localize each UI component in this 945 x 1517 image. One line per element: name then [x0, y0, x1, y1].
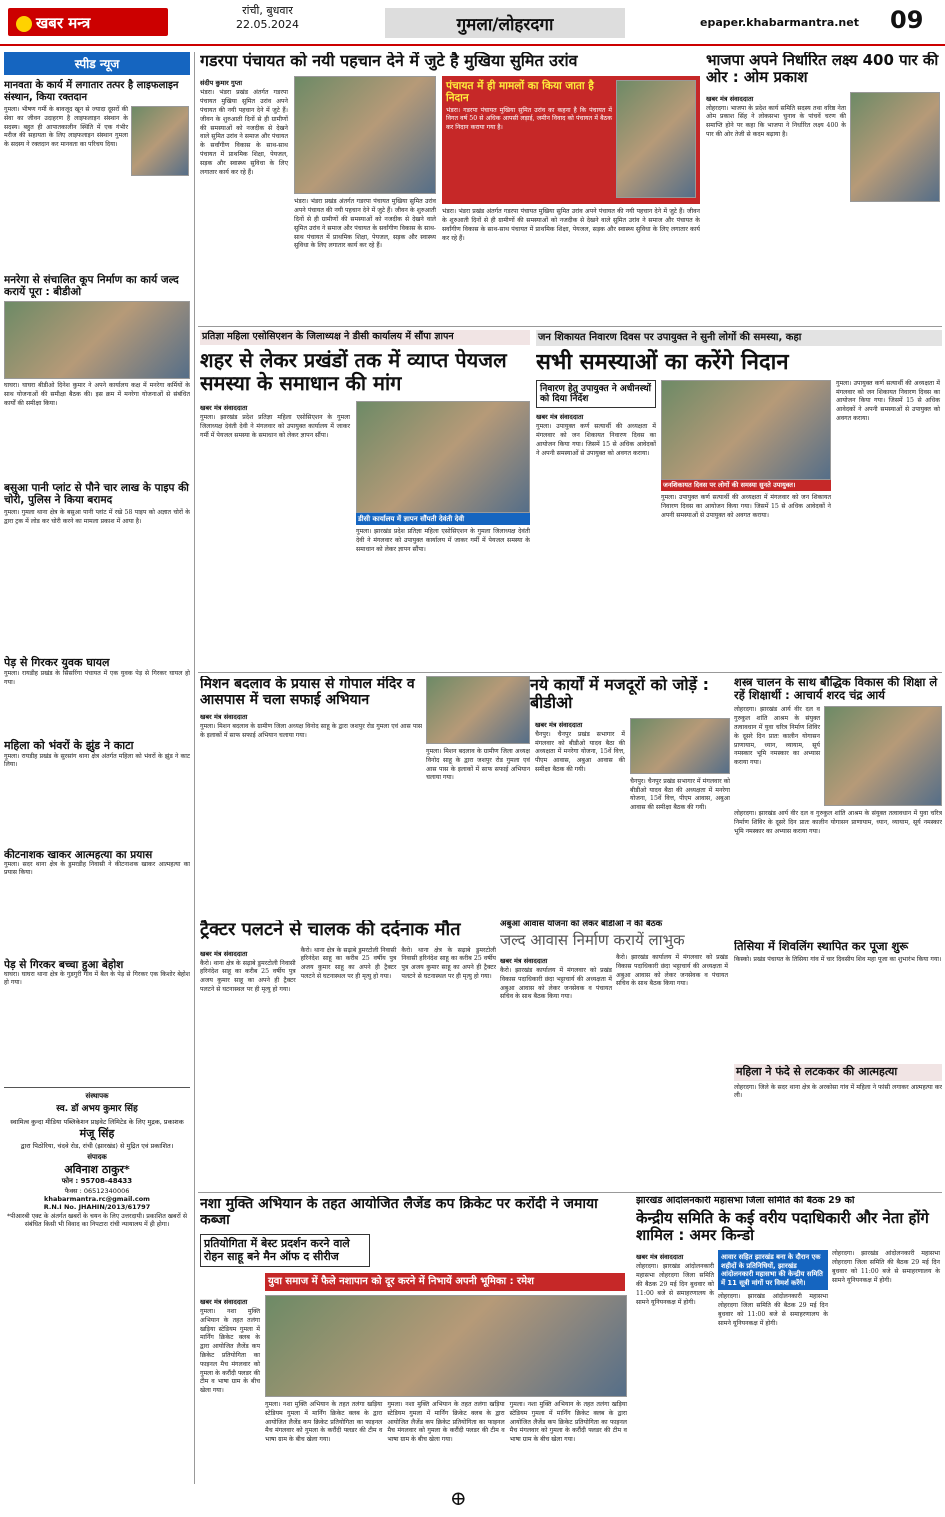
- left-item: [4, 657, 190, 740]
- red-box-title: पंचायत में ही मामलों का किया जाता है निदान: [446, 80, 594, 105]
- cricket-body-cont3: गुमला। नशा मुक्ति अभियान के तहत तलंगा खड़िया स्टेडियम गुमला में मार्निंग क्रिकेट क्लब के द्वारा आयोजित लैजेंड कप क्रिकेट प्रतियोगिता का फाइनल मैच मंगलवार को गुमला के करौंदी फ्लडर की टीम व भाषा ग्राम के बीच खेला गया।: [509, 1400, 627, 1444]
- memorandum-photo: [356, 401, 530, 513]
- bdo-body-cont: चैनपुर। चैनपुर प्रखंड सभागार में मंगलवार को बीडीओ यादव बैठा की अध्यक्षता में मनरेगा योजना, 15वें वित्त, पीएम आवास, अबुआ आवास की समीक्षा बैठक की गयी।: [630, 777, 730, 812]
- imprint-founder: स्व. डॉ अभय कुमार सिंह: [56, 1103, 138, 1114]
- water-caption: डीसी कार्यालय में ज्ञापन सौंपती देवंती देवी: [356, 513, 530, 525]
- top-story-byline: संदीप कुमार गुप्ता: [200, 79, 243, 88]
- bdo-meeting-photo: [4, 301, 190, 379]
- imprint-publisher: मंजू सिंह: [79, 1126, 115, 1140]
- andolan-byline: खबर मंत्र संवाददाता: [636, 1253, 684, 1262]
- imprint-editor-label: संपादक: [87, 1152, 107, 1161]
- left-item-headline: मनरेगा से संचालित कूप निर्माण का कार्य जल्द करायें पूरा : बीडीओ: [4, 274, 179, 299]
- imprint-owner: स्वामित्व कुन्दा मीडिया पब्लिकेशन प्राइवेट लिमिटेड के लिए मुद्रक, प्रकाशक: [10, 1117, 184, 1126]
- logo-text: खबर मन्त्र: [36, 14, 91, 32]
- water-story: [200, 330, 530, 670]
- donor-photo: [131, 106, 189, 176]
- tisiya-story: [734, 940, 942, 1060]
- grievance-body: गुमला। उपायुक्त कर्ण सत्यार्थी की अध्यक्षता में मंगलवार को जन शिकायत निवारण दिवस का आयोजन किया गया। जिसमें 15 से अधिक आवेदकों ने अपनी समस्याओं से उपायुक्त को अवगत कराया।: [536, 423, 656, 457]
- cricket-team-photo: [265, 1295, 627, 1397]
- water-body: गुमला। झारखंड प्रदेश प्रतिज्ञा महिला एसोसिएशन के गुमला जिलाध्यक्ष देवंती देवी ने मंगलवार को उपायुक्त कार्यालय में जाकर गर्मी में पेयजल समस्या के समाधान को लेकर ज्ञापन सौंपा।: [200, 413, 350, 439]
- cleanliness-story: [200, 676, 422, 916]
- left-item-body: गुमला। सदर थाना क्षेत्र के डुमरडीह निवासी ने कीटनाशक खाकर आत्महत्या का प्रयास किया।: [4, 860, 190, 877]
- grievance-story: [536, 330, 942, 670]
- andolan-box: आवार सहित झारखंड बना के दौरान एक शहीदों के प्रतिनिधियों, झारखंड आंदोलनकारी महासभा की केन्द्रीय समिति में 11 सूत्री मांगों पर विमर्श करेंगे।: [718, 1250, 828, 1290]
- cleanliness-body-cont: गुमला। मिशन बदलाव के ग्रामीण जिला अध्यक्ष विनोद साहू के द्वारा जशपुर रोड गुमला एवं आस पास के इलाकों में साफ सफाई अभियान चलाया गया।: [426, 748, 530, 782]
- imprint-box: [4, 1087, 190, 1229]
- top-story-headline: गडरपा पंचायत को नयी पहचान देने में जुटे है मुखिया सुमित उरांव: [200, 52, 578, 70]
- cricket-sub: प्रतियोगिता में बेस्ट प्रदर्शन करने वाले रोहन साहू बने मैन ऑफ द सीरीज: [200, 1234, 370, 1267]
- tractor-body-cont: कैरो। थाना क्षेत्र के सढ़ाबे डुमरटोली निवासी हरिनंदेश साहू का करीब 25 वर्षीय पुत्र अजय कुमार साहू का अपने ही ट्रैक्टर पलटने से घटनास्थल पर ही मृत्यु हो गया।: [300, 946, 397, 981]
- left-item-body: घाघरा। घाघरा बीडीओ दिनेश कुमार ने अपने कार्यालय कक्ष में मनरेगा कर्मियों के साथ योजनाओं की समीक्षा बैठक की। इस क्रम में मनरेगा योजनाओं से संबंधित कार्यों की समीक्षा किया।: [4, 382, 190, 407]
- camp-photo: [824, 706, 942, 806]
- logo-icon: [16, 16, 32, 32]
- left-item-headline: बसुआ पानी प्लांट से पौने चार लाख के पाइप की चोरी, पुलिस ने किया बरामद: [4, 482, 189, 507]
- imprint-editor: अविनाश ठाकुर*: [64, 1162, 130, 1176]
- grievance-headline: सभी समस्याओं का करेंगे निदान: [536, 349, 789, 375]
- imprint-rni: R.N.I No. JHAHIN/2013/61797: [43, 1202, 151, 1211]
- page-number: 09: [890, 6, 924, 34]
- tractor-body: कैरो। थाना क्षेत्र के सढ़ाबे डुमरटोली निवासी हरिनंदेश साहू का करीब 25 वर्षीय पुत्र अजय कुमार साहू का अपने ही ट्रैक्टर पलटने से घटनास्थल पर ही मृत्यु हो गया।: [200, 959, 296, 994]
- bdo-body: चैनपुर। चैनपुर प्रखंड सभागार में मंगलवार को बीडीओ यादव बैठा की अध्यक्षता में मनरेगा योजना, 15वें वित्त, पीएम आवास, अबुआ आवास की समीक्षा बैठक की गयी।: [535, 730, 625, 773]
- acharya-body: लोहरदगा। झारखंड आर्य वीर दल व गुरुकुल शांति आश्रम के संयुक्त तत्वावधान में युवा चरित्र निर्माण शिविर के दूसरे दिन प्रातः कालीन योगासन प्राणायाम, ध्यान, व्यायाम, सूर्य नमस्कार भूमि नमस्कार का अभ्यास कराया गया।: [734, 706, 820, 767]
- imprint-phone: फोन : 95708-48433: [61, 1176, 133, 1185]
- left-item-headline: कीटनाशक खाकर आत्महत्या का प्रयास: [4, 848, 153, 861]
- left-column: [4, 52, 190, 1488]
- left-item: [4, 740, 190, 849]
- mukhiya-group-photo: [294, 76, 436, 194]
- red-box-body: भंडरा। गडरपा पंचायत मुखिया सुमित उरांव का कहना है कि पंचायत में विगत वर्ष 50 से अधिक आपसी लड़ाई, जमीन विवाद को पंचायत में बैठक कर निदान कराया गया है।: [446, 106, 612, 132]
- bjp-headline: भाजपा अपने निर्धारित लक्ष्य 400 पार की ओर : ओम प्रकाश: [706, 52, 939, 87]
- water-byline: खबर मंत्र संवाददाता: [200, 403, 248, 412]
- awas-kicker: अबुआ आवास योजना को लेकर बीडीओ ने की बैठक: [500, 920, 663, 929]
- acharya-headline: शस्त्र चालन के साथ बौद्धिक विकास की शिक्षा ले रहें शिक्षार्थी : आचार्य शरद चंद्र आर्य: [734, 676, 938, 703]
- awas-byline: खबर मंत्र संवाददाता: [500, 957, 548, 966]
- water-body-cont: गुमला। झारखंड प्रदेश प्रतिज्ञा महिला एसोसिएशन के गुमला जिलाध्यक्ष देवंती देवी ने मंगलवार को उपायुक्त कार्यालय में जाकर गर्मी में पेयजल समस्या के समाधान को लेकर ज्ञापन सौंपा।: [356, 527, 530, 553]
- andolan-body-cont: लोहरदगा। झारखंड आंदोलनकारी महासभा लोहरदगा जिला समिति की बैठक 29 मई दिन बुधवार को 11:00 बजे से समाहरणालय के सामने यूनियनकक्ष में होगी।: [718, 1293, 828, 1327]
- left-item-body: गुमला। रायडीह प्रखंड के सुरसांग थाना क्षेत्र अंतर्गत महिला को भंवरों के झुंड ने काट लिया।: [4, 752, 190, 769]
- grievance-kicker: जन शिकायत निवारण दिवस पर उपायुक्त ने सुनी लोगों की समस्या, कहा: [536, 330, 942, 346]
- left-item: [4, 849, 190, 959]
- horizontal-divider: [198, 672, 942, 673]
- left-item: [4, 80, 190, 226]
- imprint-email[interactable]: khabarmantra.rc@gmail.com: [44, 1194, 150, 1203]
- horizontal-divider: [198, 326, 942, 327]
- bjp-byline: खबर मंत्र संवाददाता: [706, 94, 754, 103]
- woman-story: [734, 1064, 942, 1188]
- top-story-body-cont2: भंडरा। भंडरा प्रखंड अंतर्गत गडरपा पंचायत मुखिया सुमित उरांव अपने पंचायत की नयी पहचान देने में जुटे हैं। जीवन के शुरुआती दिनों से ही ग्रामीणों की समस्याओं को नजदीक से देखने वाले सुमित उरांव ने समाज और पंचायत के सर्वांगीण विकास के साथ-साथ पंचायत में प्राथमिक शिक्षा, पेयजल, सड़क और स्वास्थ्य सुविधा के लिए लगातार कार्य कर रहे हैं।: [442, 208, 700, 242]
- tractor-photo-block: [430, 934, 500, 1188]
- grievance-body-cont: गुमला। उपायुक्त कर्ण सत्यार्थी की अध्यक्षता में मंगलवार को जन शिकायत निवारण दिवस का आयोजन किया गया। जिसमें 15 से अधिक आवेदकों ने अपनी समस्याओं से उपायुक्त को अवगत कराया।: [661, 494, 831, 519]
- bjp-story: [706, 52, 942, 322]
- andolan-body-cont2: लोहरदगा। झारखंड आंदोलनकारी महासभा लोहरदगा जिला समिति की बैठक 29 मई दिन बुधवार को 11:00 बजे से समाहरणालय के सामने यूनियनकक्ष में होगी।: [832, 1250, 940, 1284]
- acharya-story: [734, 676, 942, 936]
- brand-logo: [8, 8, 168, 36]
- cricket-story: [200, 1196, 630, 1486]
- grievance-photo: [661, 380, 831, 480]
- bdo-story: [430, 676, 730, 916]
- left-item-headline: पेड़ से गिरकर बच्चा हुआ बेहोश: [4, 958, 124, 971]
- imprint-print-place: द्वारा पिठोरिया, चंदवे रोड, रांची (झारखंड) से मुद्रित एवं प्रकाशित।: [20, 1141, 174, 1150]
- bjp-body: लोहरदगा। भाजपा के प्रदेश कार्य समिति सदस्य तथा वरिष्ठ नेता ओम प्रकाश सिंह ने लोकसभा चुनाव के पांचवें चरण की समाप्ति होने पर कहा कि भाजपा ने निर्धारित लक्ष्य 400 के पार की ओर तेजी से कदम बढ़ाया है।: [706, 104, 846, 138]
- tractor-body-cont2: कैरो। थाना क्षेत्र के सढ़ाबे डुमरटोली निवासी हरिनंदेश साहू का करीब 25 वर्षीय पुत्र अजय कुमार साहू का अपने ही ट्रैक्टर पलटने से घटनास्थल पर ही मृत्यु हो गया।: [401, 946, 496, 981]
- dateline: [236, 4, 299, 32]
- awas-story: [500, 920, 732, 1188]
- acharya-body-cont: लोहरदगा। झारखंड आर्य वीर दल व गुरुकुल शांति आश्रम के संयुक्त तत्वावधान में युवा चरित्र निर्माण शिविर के दूसरे दिन प्रातः कालीन योगासन प्राणायाम, ध्यान, व्यायाम, सूर्य नमस्कार भूमि नमस्कार का अभ्यास कराया गया।: [734, 810, 942, 836]
- horizontal-divider: [198, 1192, 942, 1193]
- left-item: [4, 274, 190, 478]
- cleanliness-body: गुमला। मिशन बदलाव के ग्रामीण जिला अध्यक्ष विनोद साहू के द्वारा जशपुर रोड गुमला एवं आस पास के इलाकों में साफ सफाई अभियान चलाया गया।: [200, 723, 422, 739]
- grievance-byline: खबर मंत्र संवाददाता: [536, 413, 584, 422]
- grievance-caption: जनशिकायत दिवस पर लोगों की समस्या सुनते उपायुक्त।: [661, 480, 831, 491]
- om-prakash-photo: [850, 92, 940, 202]
- cricket-body: गुमला। नशा मुक्ति अभियान के तहत तलंगा खड़िया स्टेडियम गुमला में मार्निंग क्रिकेट क्लब के द्वारा आयोजित लैजेंड कप क्रिकेट प्रतियोगिता का फाइनल मैच मंगलवार को गुमला के करौंदी फ्लडर की टीम व भाषा ग्राम के बीच खेला गया।: [200, 1307, 260, 1395]
- column-divider: [194, 52, 195, 1484]
- cricket-photo-title: युवा समाज में फैले नशापान को दूर करने में निभायें अपनी भूमिका : रमेश: [265, 1273, 625, 1291]
- andolan-story: [636, 1196, 942, 1486]
- cleanliness-headline: मिशन बदलाव के प्रयास से गोपाल मंदिर व आसपास में चला सफाई अभियान: [200, 676, 415, 709]
- left-item: [4, 482, 190, 657]
- awas-body: कैरो। झारखंड कार्यालय में मंगलवार को प्रखंड विकास पदाधिकारी छंदा भट्टाचार्य की अध्यक्षता में अबुआ आवास को लेकर जनसेवक व पंचायत सचिव के साथ बैठक किया गया।: [500, 967, 612, 1001]
- cricket-body-cont: गुमला। नशा मुक्ति अभियान के तहत तलंगा खड़िया स्टेडियम गुमला में मार्निंग क्रिकेट क्लब के द्वारा आयोजित लैजेंड कप क्रिकेट प्रतियोगिता का फाइनल मैच मंगलवार को गुमला के करौंदी फ्लडर की टीम व भाषा ग्राम के बीच खेला गया।: [265, 1400, 383, 1444]
- left-item-headline: मानवता के कार्य में लगातार तत्पर है लाइफलाइन संस्थान, किया रक्तदान: [4, 80, 179, 103]
- cricket-byline: खबर मंत्र संवाददाता: [200, 1297, 248, 1306]
- left-item-body: गुमला। गुमला थाना क्षेत्र के बसुआ पानी प्लांट में रखे 58 पाइप को अज्ञात चोरों के द्वारा ट्रक में लोड कर चोरी करने का मामला प्रकाश में आया है।: [4, 509, 190, 526]
- mukhiya-portrait: [616, 80, 696, 198]
- bdo-byline: खबर मंत्र संवाददाता: [535, 720, 583, 729]
- water-kicker: प्रतिज्ञा महिला एसोसिएशन के जिलाध्यक्ष ने डीसी कार्यालय में सौंपा ज्ञापन: [200, 330, 530, 345]
- epaper-link[interactable]: epaper.khabarmantra.net: [700, 16, 859, 29]
- imprint-note: *पीआरबी एक्ट के अंतर्गत खबरों के चयन के लिए उत्तरदायी। प्रकाशित खबरों से संबंधित किसी भी विवाद का निपटारा रांची न्यायालय में ही होगा।: [6, 1212, 187, 1228]
- imprint-fax: फैक्स : 06512340006: [64, 1186, 130, 1195]
- masthead: [0, 0, 945, 46]
- tractor-byline: खबर मंत्र संवाददाता: [200, 949, 248, 958]
- andolan-kicker: झारखंड आंदोलनकारी महासभा जिला समिति की बैठक 29 को: [636, 1196, 855, 1206]
- awas-body-cont: कैरो। झारखंड कार्यालय में मंगलवार को प्रखंड विकास पदाधिकारी छंदा भट्टाचार्य की अध्यक्षता में अबुआ आवास को लेकर जनसेवक व पंचायत सचिव के साथ बैठक किया गया।: [616, 954, 728, 988]
- top-story-body-cont: भंडरा। भंडरा प्रखंड अंतर्गत गडरपा पंचायत मुखिया सुमित उरांव अपने पंचायत की नयी पहचान देने में जुटे हैं। जीवन के शुरुआती दिनों से ही ग्रामीणों की समस्याओं को नजदीक से देखने वाले सुमित उरांव ने समाज और पंचायत के सर्वांगीण विकास के साथ-साथ पंचायत में प्राथमिक शिक्षा, पेयजल, सड़क और स्वास्थ्य सुविधा के लिए लगातार कार्य कर रहे हैं।: [294, 198, 436, 250]
- tisiya-headline: तिसिया में शिवलिंग स्थापित कर पूजा शुरू: [734, 940, 909, 953]
- left-item-body: गुमला। भीषण गर्मी के बावजूद खून से ज्यादा दूसरों की सेवा का जीवन उदाहरण है लाइफलाइन संस्थान के सदस्य। बहुत ही आपातकालीन स्थिति में एक गंभीर मरीज की सहायता के लिए लाइफलाइन संस्थान गुमला के सदस्य ने रक्तदान कर मानवता का परिचय दिया।: [4, 106, 128, 149]
- woman-headline: महिला ने फंदे से लटककर की आत्महत्या: [734, 1064, 942, 1081]
- tisiya-body: किस्को। प्रखंड पंचायत के तिसिया गांव में चार दिवसीय शिव महा पूजा का शुभारंभ किया गया।: [734, 956, 942, 964]
- registration-mark-icon: ⊕: [450, 1486, 467, 1510]
- grievance-body-side: गुमला। उपायुक्त कर्ण सत्यार्थी की अध्यक्षता में मंगलवार को जन शिकायत निवारण दिवस का आयोजन किया गया। जिसमें 15 से अधिक आवेदकों ने अपनी समस्याओं से उपायुक्त को अवगत कराया।: [836, 379, 940, 422]
- grievance-sub: निवारण हेतु उपायुक्त ने अधीनस्थों को दिया निर्देश: [536, 380, 656, 409]
- speed-news-tag: स्पीड न्यूज: [4, 52, 190, 75]
- tractor-headline: ट्रैक्टर पलटने से चालक की दर्दनाक मौत: [200, 920, 461, 940]
- top-story-body: भंडरा। भंडरा प्रखंड अंतर्गत गडरपा पंचायत मुखिया सुमित उरांव अपने पंचायत की नयी पहचान देने में जुटे हैं। जीवन के शुरुआती दिनों से ही ग्रामीणों की समस्याओं को नजदीक से देखने वाले सुमित उरांव ने समाज और पंचायत के सर्वांगीण विकास के साथ-साथ पंचायत में प्राथमिक शिक्षा, पेयजल, सड़क और स्वास्थ्य सुविधा के लिए लगातार कार्य कर रहे हैं।: [200, 89, 288, 176]
- imprint-label: संस्थापक: [85, 1091, 109, 1100]
- left-item-body: गुमला। रायडीह प्रखंड के सिसरिंगा पंचायत में एक युवक पेड़ से गिरकर घायल हो गया।: [4, 669, 190, 686]
- red-box: [442, 76, 700, 204]
- top-story: [200, 52, 700, 322]
- cleanliness-byline: खबर मंत्र संवाददाता: [200, 713, 248, 722]
- andolan-headline: केन्द्रीय समिति के कई वरीय पदाधिकारी और नेता होंगे शामिल : अमर किन्डो: [636, 1208, 929, 1245]
- section-title: गुमला/लोहरदगा: [385, 8, 625, 38]
- issue-date: 22.05.2024: [236, 18, 299, 31]
- cricket-headline: नशा मुक्ति अभियान के तहत आयोजित लैजेंड कप क्रिकेट पर करोंदी ने जमाया कब्जा: [200, 1196, 598, 1229]
- water-headline: शहर से लेकर प्रखंडों तक में व्याप्त पेयजल समस्या के समाधान की मांग: [200, 347, 507, 395]
- left-item-headline: महिला को भंवरों के झुंड ने काटा: [4, 738, 134, 752]
- bdo-headline: नये कार्यों में मजदूरों को जोड़ें : बीडीओ: [530, 676, 710, 713]
- cricket-body-cont2: गुमला। नशा मुक्ति अभियान के तहत तलंगा खड़िया स्टेडियम गुमला में मार्निंग क्रिकेट क्लब के द्वारा आयोजित लैजेंड कप क्रिकेट प्रतियोगिता का फाइनल मैच मंगलवार को गुमला के करौंदी फ्लडर की टीम व भाषा ग्राम के बीच खेला गया।: [387, 1400, 505, 1444]
- bdo-meeting-photo-2: [630, 718, 730, 774]
- left-item-headline: पेड़ से गिरकर युवक घायल: [4, 656, 110, 670]
- woman-body: लोहरदगा। जिले के सदर थाना क्षेत्र के अरकोसा गांव में महिला ने फांसी लगाकर आत्महत्या कर ली।: [734, 1083, 942, 1100]
- left-item: [4, 959, 190, 1081]
- andolan-body: लोहरदगा। झारखंड आंदोलनकारी महासभा लोहरदगा जिला समिति की बैठक 29 मई दिन बुधवार को 11:00 बजे से समाहरणालय के सामने यूनियनकक्ष में होगी।: [636, 1263, 714, 1306]
- city-day: रांची, बुधवार: [242, 4, 293, 17]
- left-item-body: घाघरा। घाघरा थाना क्षेत्र के गुडगुरी गांव में बैल के पेड़ से गिरकर एक किशोर बेहोश हो गया।: [4, 970, 190, 987]
- awas-headline: जल्द आवास निर्माण करायें लाभुक: [500, 930, 685, 949]
